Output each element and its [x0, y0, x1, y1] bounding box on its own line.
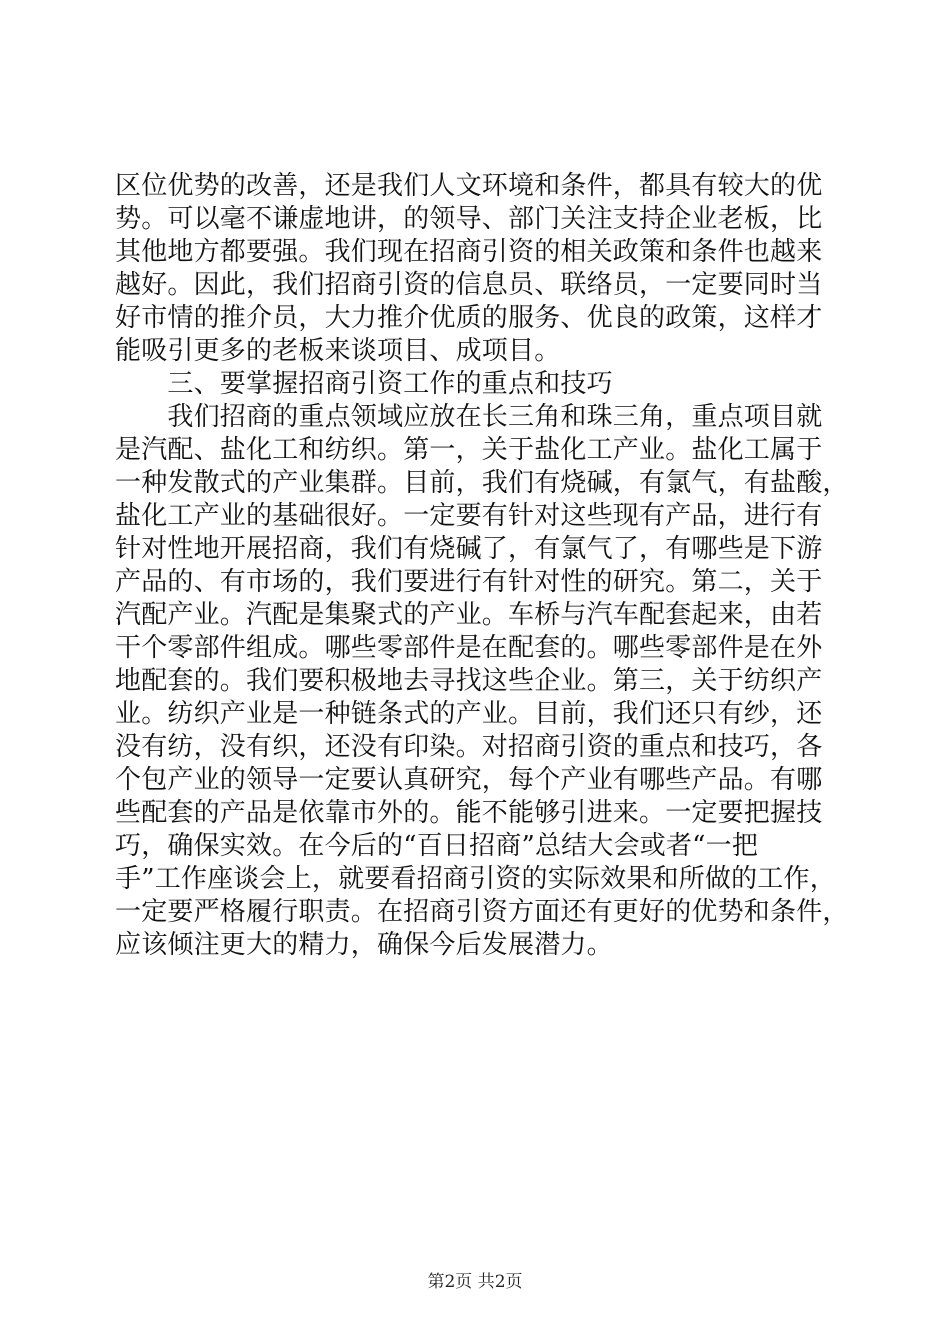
text-line-6: 能吸引更多的老板来谈项目、成项目。 — [115, 336, 561, 366]
text-line-1: 区位优势的改善，还是我们人文环境和条件，都具有较大的优 — [115, 171, 823, 201]
text-line-4: 越好。因此，我们招商引资的信息员、联络员，一定要同时当 — [115, 270, 823, 300]
text-line-14: 汽配产业。汽配是集聚式的产业。车桥与汽车配套起来，由若 — [115, 600, 823, 630]
text-line-20: 些配套的产品是依靠市外的。能不能够引进来。一定要把握技 — [115, 798, 823, 828]
page-footer — [0, 1271, 950, 1293]
text-line-10: 一种发散式的产业集群。目前，我们有烧碱，有氯气，有盐酸， — [115, 468, 849, 498]
text-line-15: 干个零部件组成。哪些零部件是在配套的。哪些零部件是在外 — [115, 633, 823, 663]
section-heading: 三、要掌握招商引资工作的重点和技巧 — [115, 369, 613, 399]
page-number: 第2页 共2页 — [427, 1272, 523, 1292]
text-line-5: 好市情的推介员，大力推介优质的服务、优良的政策，这样才 — [115, 303, 823, 333]
text-line-3: 其他地方都要强。我们现在招商引资的相关政策和条件也越来 — [115, 237, 823, 267]
text-line-13: 产品的、有市场的，我们要进行有针对性的研究。第二，关于 — [115, 567, 823, 597]
text-line-21: 巧，确保实效。在今后的“百日招商”总结大会或者“一把 — [115, 831, 759, 861]
text-line-16: 地配套的。我们要积极地去寻找这些企业。第三，关于纺织产 — [115, 666, 823, 696]
text-line-19: 个包产业的领导一定要认真研究，每个产业有哪些产品。有哪 — [115, 765, 823, 795]
text-line-2: 势。可以毫不谦虚地讲，的领导、部门关注支持企业老板，比 — [115, 204, 823, 234]
text-line-17: 业。纺织产业是一种链条式的产业。目前，我们还只有纱，还 — [115, 699, 823, 729]
text-line-18: 没有纺，没有织，还没有印染。对招商引资的重点和技巧，各 — [115, 732, 823, 762]
body-text — [115, 170, 849, 962]
text-line-22: 手”工作座谈会上，就要看招商引资的实际效果和所做的工作， — [115, 864, 836, 894]
text-line-11: 盐化工产业的基础很好。一定要有针对这些现有产品，进行有 — [115, 501, 823, 531]
text-line-8: 我们招商的重点领域应放在长三角和珠三角，重点项目就 — [115, 402, 823, 432]
text-line-23: 一定要严格履行职责。在招商引资方面还有更好的优势和条件， — [115, 897, 849, 927]
text-line-9: 是汽配、盐化工和纺织。第一，关于盐化工产业。盐化工属于 — [115, 435, 823, 465]
text-line-12: 针对性地开展招商，我们有烧碱了，有氯气了，有哪些是下游 — [115, 534, 823, 564]
text-line-24: 应该倾注更大的精力，确保今后发展潜力。 — [115, 930, 613, 960]
